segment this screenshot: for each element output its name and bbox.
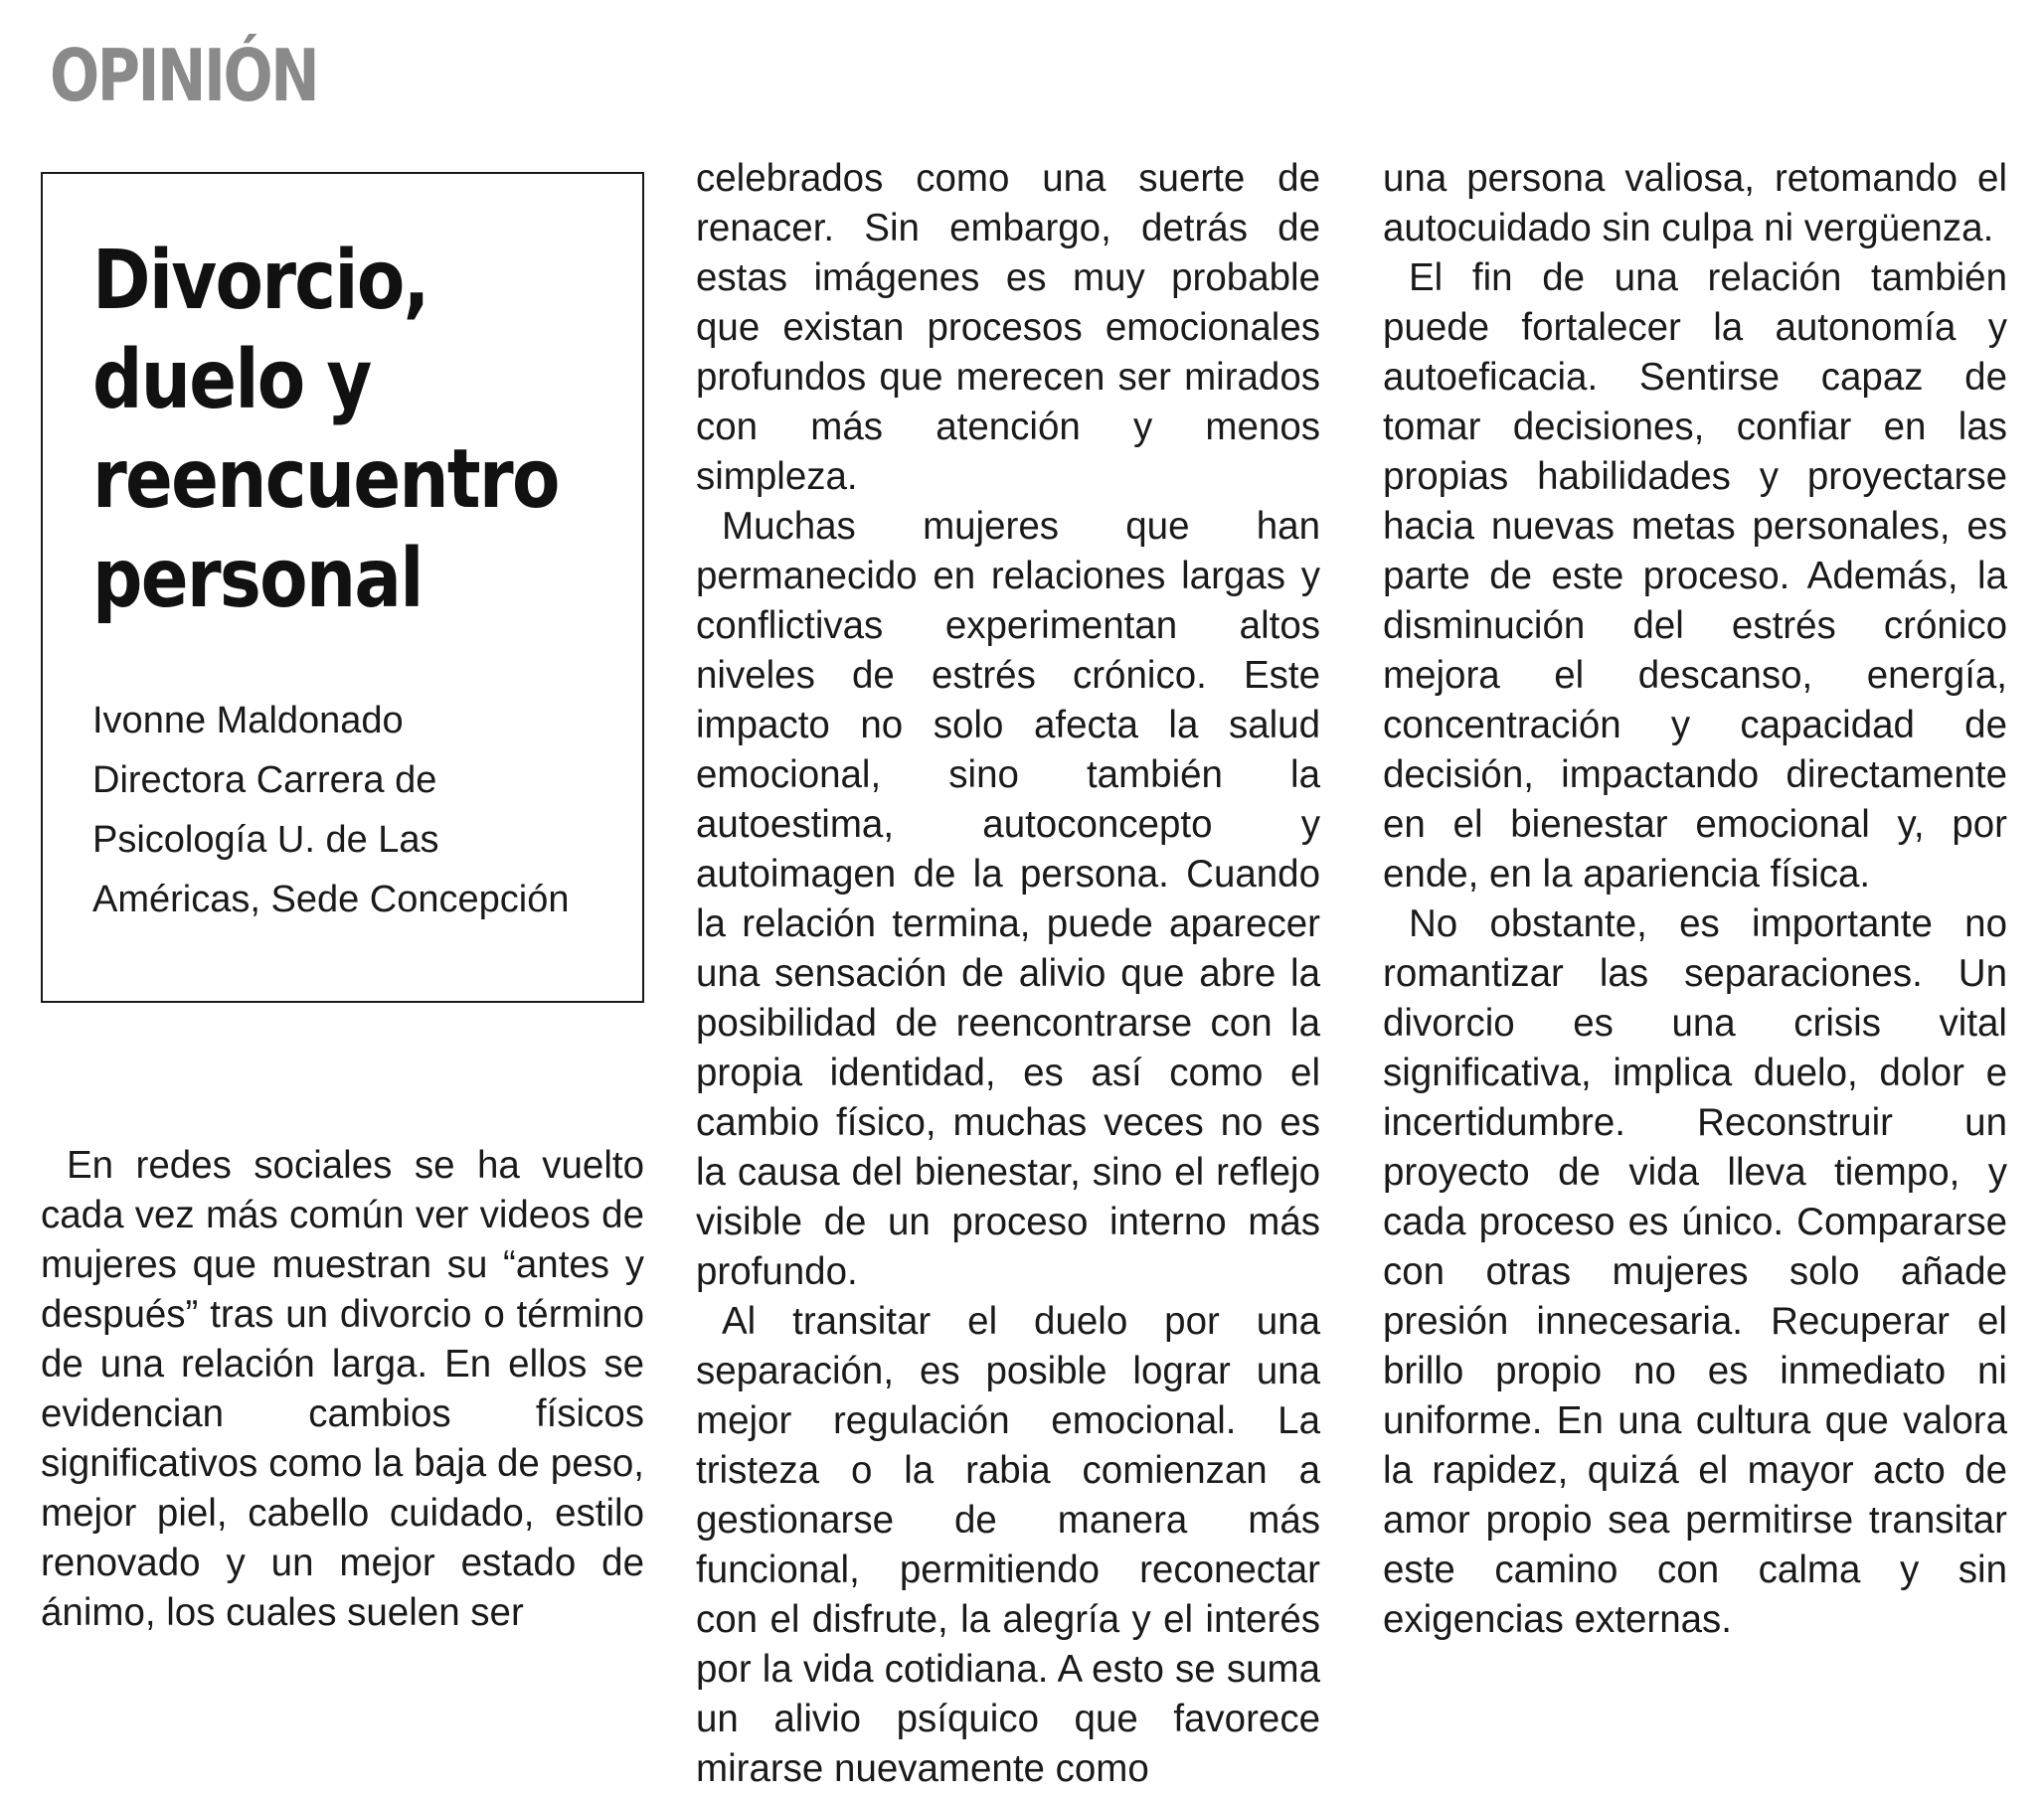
author-role: Psicología U. de Las: [92, 819, 439, 861]
body-paragraph: En redes sociales se ha vuelto cada vez más común ver videos de mujeres que muestran su “antes y después” tras un divorcio o término de una relación larga. En ellos se evidencian cambios físicos significativos como la baja de peso, mejor piel, cabello cuidado, estilo renovado y un mejor estado de ánimo, los cuales suelen ser: [41, 1144, 644, 1634]
body-paragraph: Muchas mujeres que han permanecido en relaciones largas y conflictivas experimentan altos niveles de estrés crónico. Este impacto no solo afecta la salud emocional, sino también la autoestima, autoconcepto y autoimagen de la persona. Cuando la relación termina, puede aparecer una sensación de alivio que abre la posibilidad de reencontrarse con la propia identidad, es así como el cambio físico, muchas veces no es la causa del bienestar, sino el reflejo visible de un proceso interno más profundo.: [696, 505, 1320, 1293]
body-paragraph: El fin de una relación también puede fortalecer la autonomía y autoeficacia. Sentirse capaz de tomar decisiones, confiar en las propias habilidades y proyectarse hacia nuevas metas personales, es parte de este proceso. Además, la disminución del estrés crónico mejora el descanso, energía, concentración y capacidad de decisión, impactando directamente en el bienestar emocional y, por ende, en la apariencia física.: [1383, 256, 2007, 896]
headline-line: Divorcio,: [92, 234, 428, 328]
author-role: Directora Carrera de: [92, 759, 437, 801]
body-column-1: [41, 1141, 644, 1638]
body-paragraph: una persona valiosa, retomando el autocuidado sin culpa ni vergüenza.: [1383, 157, 2007, 249]
body-column-3: [1383, 154, 2007, 1645]
author-affiliation: Américas, Sede Concepción: [92, 879, 570, 920]
headline-line: personal: [92, 532, 423, 626]
headline: [92, 232, 559, 629]
body-paragraph: celebrados como una suerte de renacer. Sin embargo, detrás de estas imágenes es muy probable que existan procesos emocionales profundos que merecen ser mirados con más atención y menos simpleza.: [696, 157, 1320, 498]
author-byline: [92, 691, 629, 929]
headline-line: reencuentro: [92, 432, 559, 527]
body-column-2: [696, 154, 1320, 1794]
section-label: OPINIÓN: [50, 34, 318, 117]
headline-line: duelo y: [92, 333, 371, 427]
body-paragraph: Al transitar el duelo por una separación, es posible lograr una mejor regulación emocional. La tristeza o la rabia comienzan a gestionarse de manera más funcional, permitiendo reconectar con el disfrute, la alegría y el interés por la vida cotidiana. A esto se suma un alivio psíquico que favorece mirarse nuevamente como: [696, 1300, 1320, 1790]
title-box: [41, 172, 644, 1003]
body-paragraph: No obstante, es importante no romantizar las separaciones. Un divorcio es una crisis vital significativa, implica duelo, dolor e incertidumbre. Reconstruir un proyecto de vida lleva tiempo, y cada proceso es único. Compararse con otras mujeres solo añade presión innecesaria. Recuperar el brillo propio no es inmediato ni uniforme. En una cultura que valora la rapidez, quizá el mayor acto de amor propio sea permitirse transitar este camino con calma y sin exigencias externas.: [1383, 902, 2007, 1641]
author-name: Ivonne Maldonado: [92, 700, 404, 741]
